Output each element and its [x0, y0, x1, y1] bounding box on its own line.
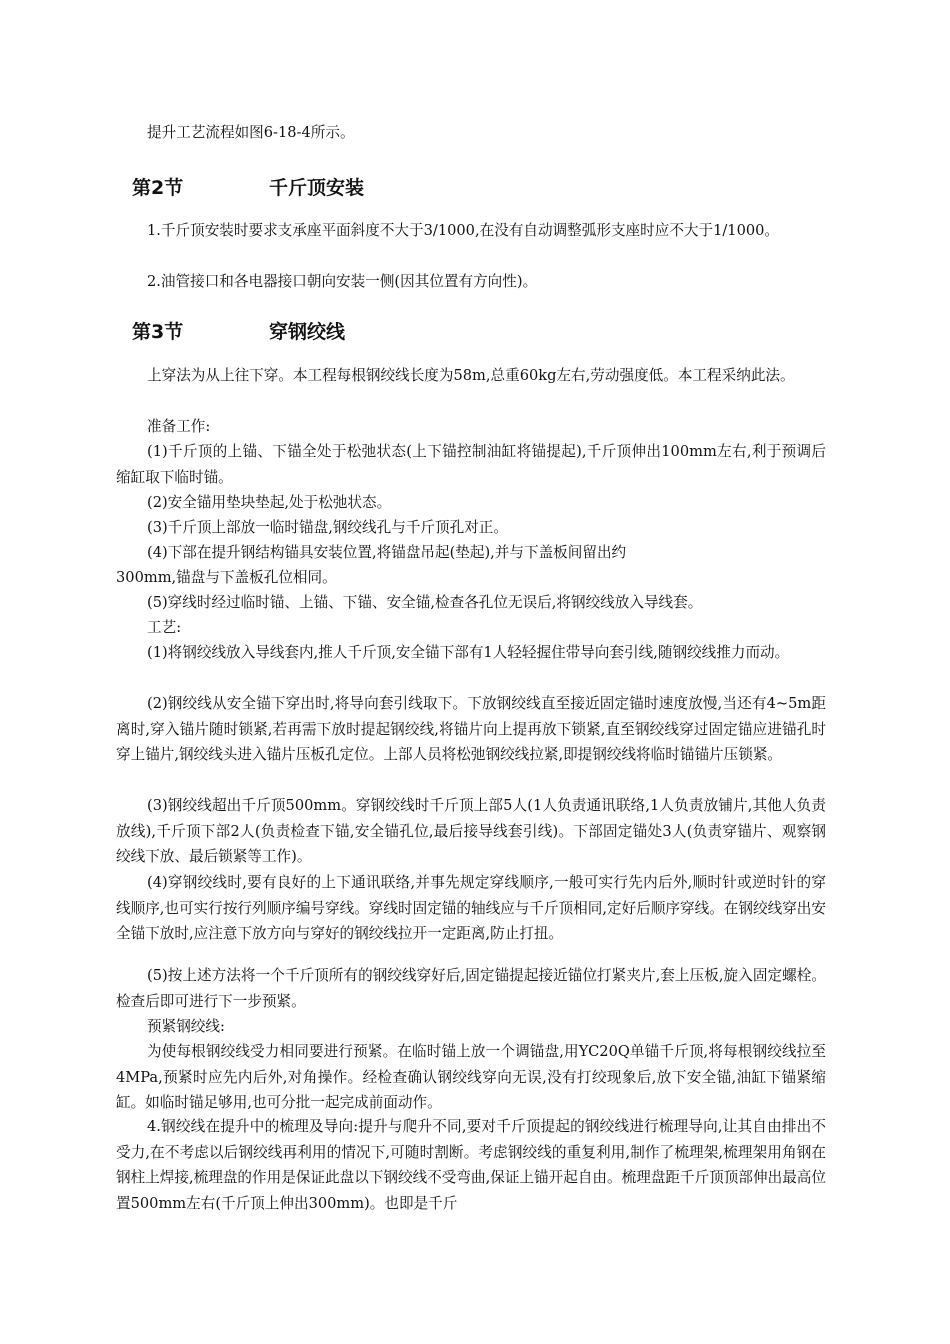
paragraph: (1)将钢绞线放入导线套内,推人千斤顶,安全锚下部有1人轻轻握住带导向套引线,随钢绞线推力而动。	[147, 644, 790, 661]
paragraph: (1)千斤顶的上锚、下锚全处于松弛状态(上下锚控制油缸将锚提起),千斤顶伸出100mm左右,利于预调后缩缸取下临时锚。	[116, 443, 826, 486]
section-title: 穿钢绞线	[269, 321, 346, 343]
paragraph: (2)安全锚用垫块垫起,处于松弛状态。	[147, 494, 392, 511]
paragraph: 工艺:	[147, 619, 182, 636]
paragraph: (3)千斤顶上部放一临时锚盘,钢绞线孔与千斤顶孔对正。	[147, 519, 508, 536]
paragraph: (5)按上述方法将一个千斤顶所有的钢绞线穿好后,固定锚提起接近锚位打紧夹片,套上压板,旋入固定螺栓。检查后即可进行下一步预紧。	[116, 967, 826, 1010]
paragraph: 4.钢绞线在提升中的梳理及导向:提升与爬升不同,要对千斤顶提起的钢绞线进行梳理导向,让其自由排出不受力,在不考虑以后钢绞线再利用的情况下,可随时割断。考虑钢绞线的重复利用,制作了梳理架,梳理架用角钢在钢柱上焊接,梳理盘的作用是保证此盘以下钢绞线不受弯曲,保证上锚开起自由。梳理盘距千斤顶顶部伸出最高位置500mm左右(千斤顶上伸出300mm)。也即是千斤	[116, 1118, 826, 1212]
paragraph: 上穿法为从上往下穿。本工程每根钢绞线长度为58m,总重60kg左右,劳动强度低。本工程采纳此法。	[147, 367, 795, 384]
paragraph: 1.千斤顶安装时要求支承座平面斜度不大于3/1000,在没有自动调整弧形支座时应不大于1/1000。	[147, 222, 780, 239]
paragraph: 2.油管接口和各电器接口朝向安装一侧(因其位置有方向性)。	[147, 273, 538, 290]
section-heading-3	[132, 319, 346, 345]
paragraph: (4)穿钢绞线时,要有良好的上下通讯联络,并事先规定穿线顺序,一般可实行先内后外,顺时针或逆时针的穿线顺序,也可实行按行列顺序编号穿线。穿线时固定锚的轴线应与千斤顶相同,定好后顺序穿线。在钢绞线穿出安全锚下放时,应注意下放方向与穿好的钢绞线拉开一定距离,防止打扭。	[116, 874, 826, 943]
section-title: 千斤顶安装	[269, 177, 365, 199]
section-number: 第3节	[132, 321, 184, 343]
paragraph: 预紧钢绞线:	[147, 1018, 225, 1035]
section-number: 第2节	[132, 177, 184, 199]
paragraph: (5)穿线时经过临时锚、上锚、下锚、安全锚,检查各孔位无误后,将钢绞线放入导线套。	[147, 594, 703, 611]
paragraph: 300mm,锚盘与下盖板孔位相同。	[116, 569, 337, 586]
paragraph: 准备工作:	[147, 418, 211, 435]
paragraph: (4)下部在提升钢结构锚具安装位置,将锚盘吊起(垫起),并与下盖板间留出约	[147, 544, 627, 561]
paragraph: 为使每根钢绞线受力相同要进行预紧。在临时锚上放一个调锚盘,用YC20Q单锚千斤顶,将每根钢绞线拉至4MPa,预紧时应先内后外,对角操作。经检查确认钢绞线穿向无误,没有打绞现象后,放下安全锚,油缸下锚紧缩缸。如临时锚足够用,也可分批一起完成前面动作。	[116, 1043, 826, 1112]
paragraph: (2)钢绞线从安全锚下穿出时,将导向套引线取下。下放钢绞线直至接近固定锚时速度放慢,当还有4~5m距离时,穿入锚片随时锁紧,若再需下放时提起钢绞线,将锚片向上提再放下锁紧,直至钢绞线穿过固定锚应进锚孔时穿上锚片,钢绞线头进入锚片压板孔定位。上部人员将松弛钢绞线拉紧,即提钢绞线将临时锚锚片压锁紧。	[116, 695, 826, 764]
paragraph: (3)钢绞线超出千斤顶500mm。穿钢绞线时千斤顶上部5人(1人负责通讯联络,1人负责放铺片,其他人负责放线),千斤顶下部2人(负责检查下锚,安全锚孔位,最后接导线套引线)。下部固定锚处3人(负责穿锚片、观察钢绞线下放、最后锁紧等工作)。	[116, 797, 826, 866]
section-heading-2	[132, 175, 365, 201]
intro-paragraph: 提升工艺流程如图6-18-4所示。	[147, 124, 355, 141]
